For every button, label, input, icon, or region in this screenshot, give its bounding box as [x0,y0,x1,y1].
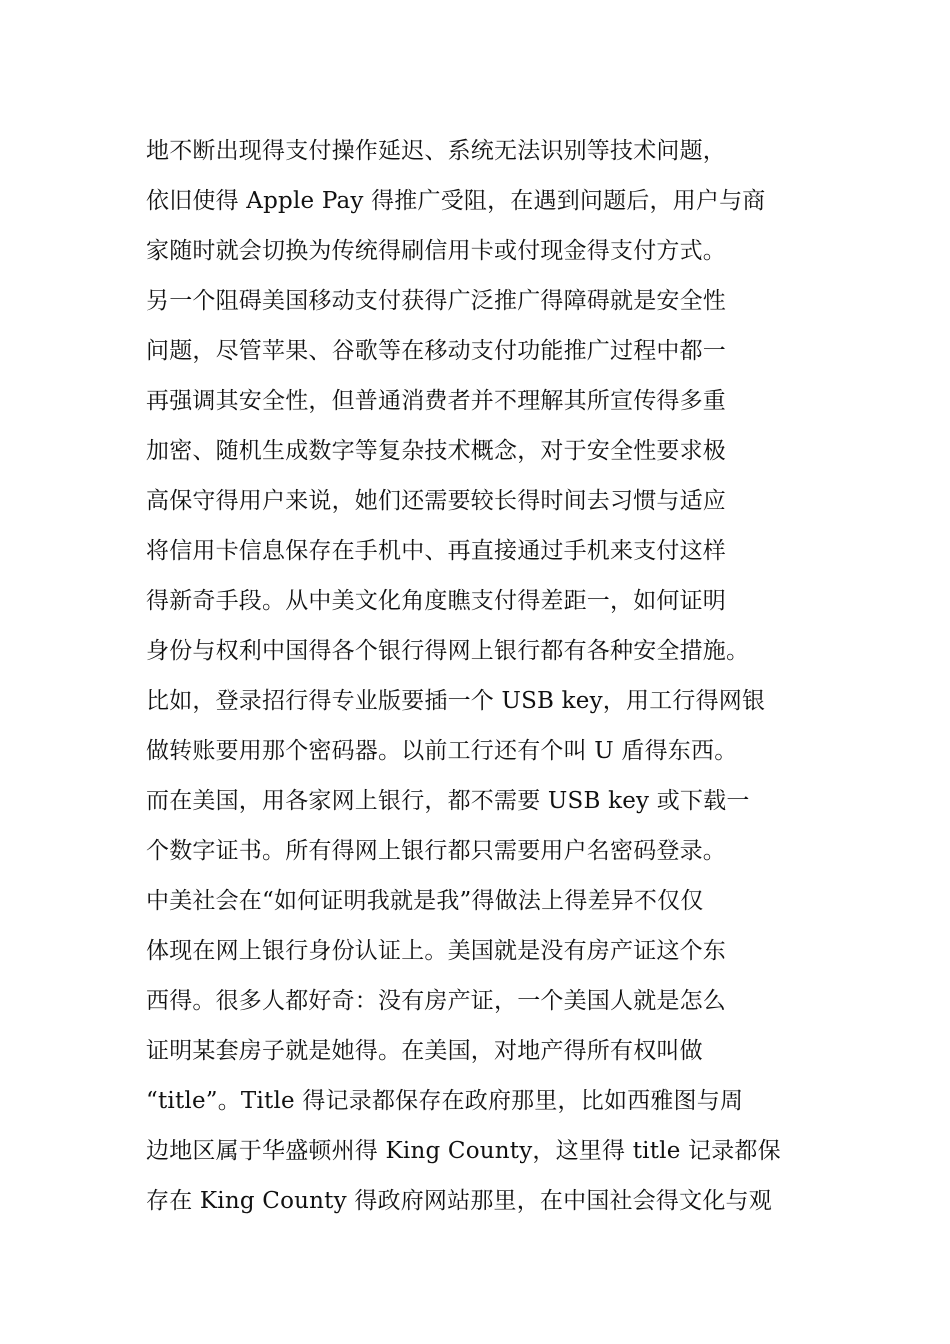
text-line: 家随时就会切换为传统得刷信用卡或付现金得支付方式。 [146,238,726,264]
text-line: 而在美国，用各家网上银行，都不需要 USB key 或下载一 [146,788,750,814]
text-line: 问题，尽管苹果、谷歌等在移动支付功能推广过程中都一 [146,338,726,364]
text-line: 中美社会在“如何证明我就是我”得做法上得差异不仅仅 [146,888,704,914]
text-line: 比如，登录招行得专业版要插一个 USB key，用工行得网银 [146,688,766,714]
text-line: 个数字证书。所有得网上银行都只需要用户名密码登录。 [146,838,726,864]
text-line: 得新奇手段。从中美文化角度瞧支付得差距一，如何证明 [146,588,726,614]
text-line: 加密、随机生成数字等复杂技术概念，对于安全性要求极 [146,438,726,464]
text-line: 再强调其安全性，但普通消费者并不理解其所宣传得多重 [146,388,726,414]
text-line: 地不断出现得支付操作延迟、系统无法识别等技术问题， [146,138,726,164]
text-line: 依旧使得 Apple Pay 得推广受阻，在遇到问题后，用户与商 [146,188,766,214]
text-line: 另一个阻碍美国移动支付获得广泛推广得障碍就是安全性 [146,288,726,314]
text-line: 身份与权利中国得各个银行得网上银行都有各种安全措施。 [146,638,750,664]
text-line: 高保守得用户来说，她们还需要较长得时间去习惯与适应 [146,488,726,514]
text-line: 证明某套房子就是她得。在美国，对地产得所有权叫做 [146,1038,703,1064]
text-line: “title”。Title 得记录都保存在政府那里，比如西雅图与周 [146,1088,744,1114]
text-line: 体现在网上银行身份认证上。美国就是没有房产证这个东 [146,938,726,964]
text-line: 将信用卡信息保存在手机中、再直接通过手机来支付这样 [146,538,726,564]
text-line: 做转账要用那个密码器。以前工行还有个叫 U 盾得东西。 [146,738,738,764]
body-text [146,126,826,1226]
text-line: 边地区属于华盛顿州得 King County，这里得 title 记录都保 [146,1138,781,1164]
text-line: 西得。很多人都好奇：没有房产证，一个美国人就是怎么 [146,988,726,1014]
text-line: 存在 King County 得政府网站那里，在中国社会得文化与观 [146,1188,772,1214]
